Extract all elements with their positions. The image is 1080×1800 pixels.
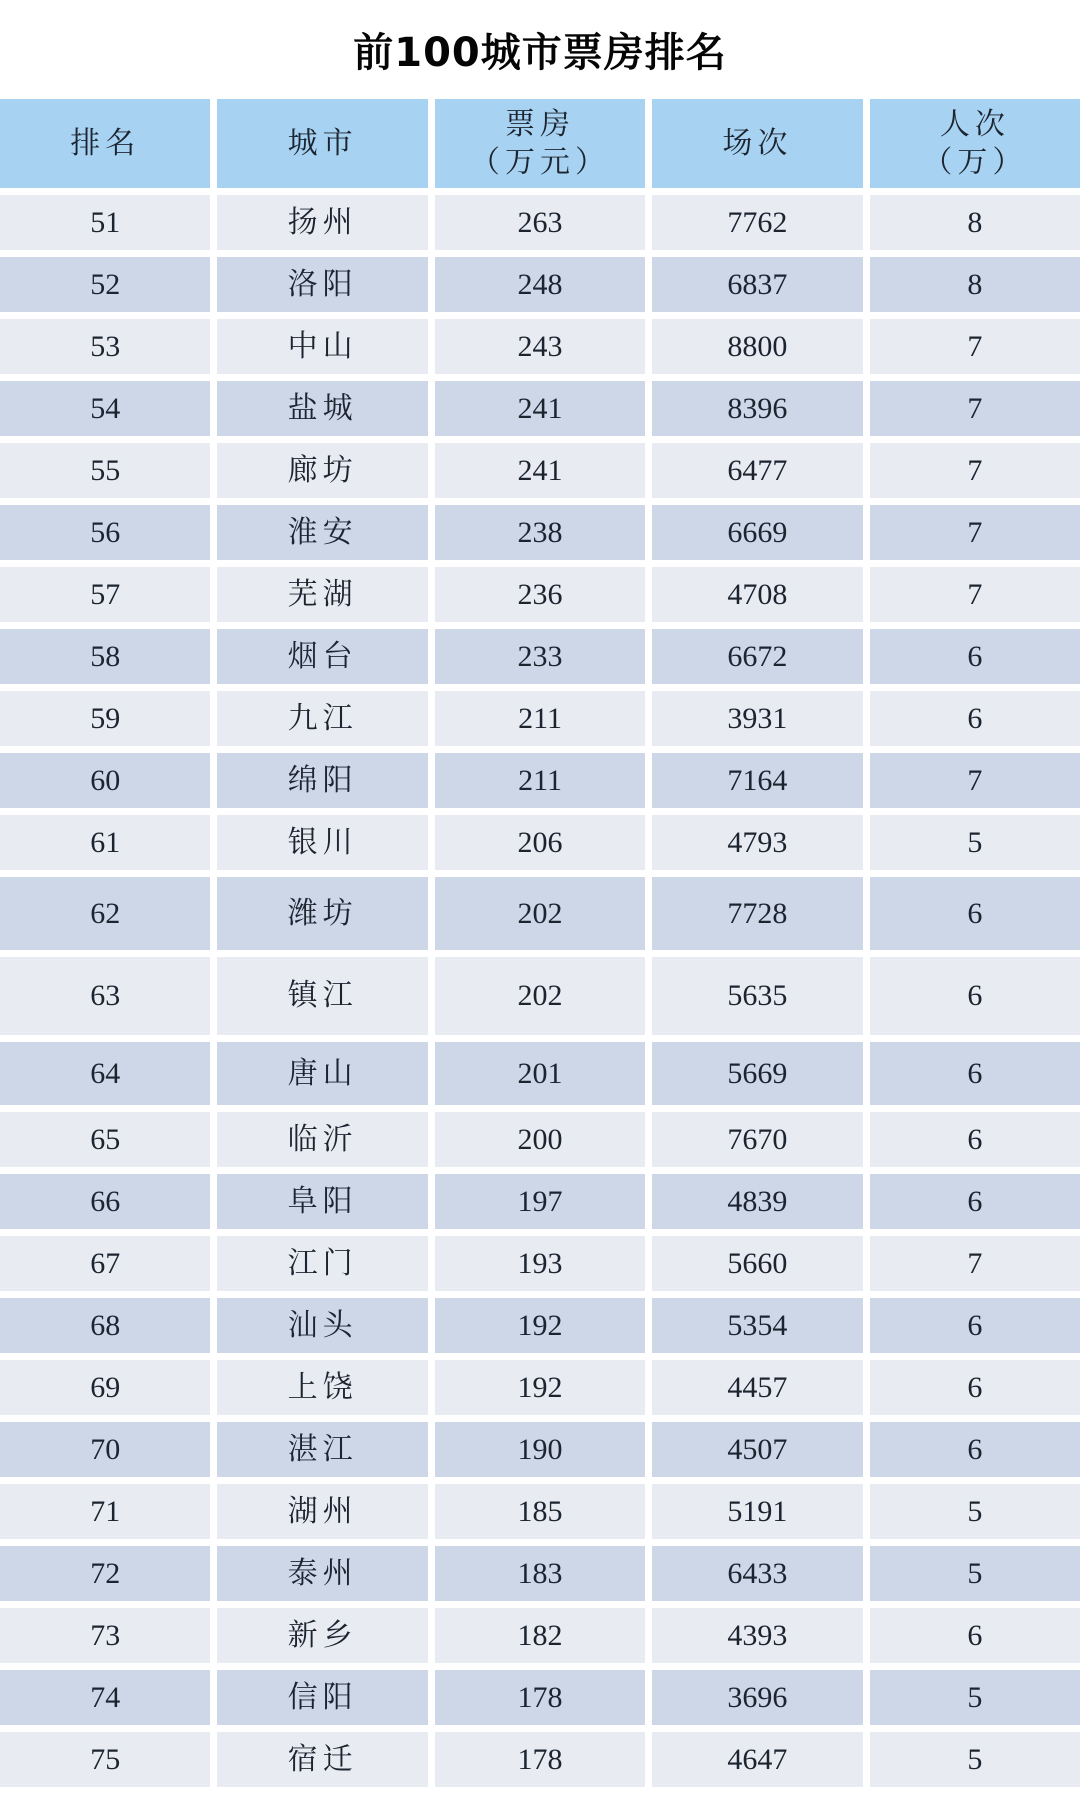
boxoffice-cell: 202 bbox=[435, 957, 645, 1035]
rank-cell: 60 bbox=[0, 753, 210, 808]
boxoffice-cell: 201 bbox=[435, 1042, 645, 1105]
boxoffice-cell: 211 bbox=[435, 691, 645, 746]
sessions-cell: 5635 bbox=[652, 957, 862, 1035]
rank-cell: 69 bbox=[0, 1360, 210, 1415]
sessions-cell: 8396 bbox=[652, 381, 862, 436]
table-row bbox=[0, 1732, 1080, 1787]
sessions-cell: 4793 bbox=[652, 815, 862, 870]
city-cell: 汕头 bbox=[217, 1298, 427, 1353]
admissions-cell: 6 bbox=[870, 1608, 1080, 1663]
admissions-cell: 7 bbox=[870, 753, 1080, 808]
boxoffice-cell: 233 bbox=[435, 629, 645, 684]
sessions-cell: 4457 bbox=[652, 1360, 862, 1415]
table-row bbox=[0, 567, 1080, 622]
admissions-cell: 5 bbox=[870, 1484, 1080, 1539]
boxoffice-cell: 241 bbox=[435, 381, 645, 436]
sessions-cell: 4393 bbox=[652, 1608, 862, 1663]
city-cell: 芜湖 bbox=[217, 567, 427, 622]
city-cell: 银川 bbox=[217, 815, 427, 870]
boxoffice-cell: 185 bbox=[435, 1484, 645, 1539]
admissions-cell: 7 bbox=[870, 1236, 1080, 1291]
rank-cell: 57 bbox=[0, 567, 210, 622]
city-cell: 潍坊 bbox=[217, 877, 427, 950]
admissions-cell: 5 bbox=[870, 1546, 1080, 1601]
admissions-cell: 8 bbox=[870, 257, 1080, 312]
table-row bbox=[0, 1112, 1080, 1167]
sessions-cell: 6477 bbox=[652, 443, 862, 498]
table-row bbox=[0, 815, 1080, 870]
sessions-cell: 5191 bbox=[652, 1484, 862, 1539]
sessions-cell: 3931 bbox=[652, 691, 862, 746]
admissions-cell: 6 bbox=[870, 691, 1080, 746]
boxoffice-cell: 200 bbox=[435, 1112, 645, 1167]
rank-cell: 62 bbox=[0, 877, 210, 950]
city-cell: 江门 bbox=[217, 1236, 427, 1291]
table-row bbox=[0, 957, 1080, 1035]
column-header-rank-line: 排名 bbox=[70, 126, 141, 160]
page-title: 前100城市票房排名 bbox=[353, 30, 727, 76]
admissions-cell: 6 bbox=[870, 877, 1080, 950]
table-row bbox=[0, 505, 1080, 560]
admissions-cell: 7 bbox=[870, 319, 1080, 374]
table-row bbox=[0, 195, 1080, 250]
rank-cell: 70 bbox=[0, 1422, 210, 1477]
city-cell: 湖州 bbox=[217, 1484, 427, 1539]
column-header-admissions bbox=[870, 99, 1080, 188]
admissions-cell: 5 bbox=[870, 815, 1080, 870]
column-header-boxoffice bbox=[435, 99, 645, 188]
boxoffice-cell: 192 bbox=[435, 1360, 645, 1415]
city-cell: 洛阳 bbox=[217, 257, 427, 312]
table-row bbox=[0, 319, 1080, 374]
admissions-cell: 6 bbox=[870, 629, 1080, 684]
city-cell: 阜阳 bbox=[217, 1174, 427, 1229]
column-header-city bbox=[217, 99, 427, 188]
admissions-cell: 7 bbox=[870, 567, 1080, 622]
sessions-cell: 3696 bbox=[652, 1670, 862, 1725]
rank-cell: 55 bbox=[0, 443, 210, 498]
boxoffice-table bbox=[0, 99, 1080, 1787]
sessions-cell: 5660 bbox=[652, 1236, 862, 1291]
rank-cell: 67 bbox=[0, 1236, 210, 1291]
rank-cell: 71 bbox=[0, 1484, 210, 1539]
sessions-cell: 4647 bbox=[652, 1732, 862, 1787]
sessions-cell: 7670 bbox=[652, 1112, 862, 1167]
admissions-cell: 6 bbox=[870, 1174, 1080, 1229]
admissions-cell: 6 bbox=[870, 1422, 1080, 1477]
boxoffice-cell: 241 bbox=[435, 443, 645, 498]
city-cell: 唐山 bbox=[217, 1042, 427, 1105]
table-row bbox=[0, 1422, 1080, 1477]
table-row bbox=[0, 1236, 1080, 1291]
admissions-cell: 5 bbox=[870, 1732, 1080, 1787]
city-cell: 扬州 bbox=[217, 195, 427, 250]
column-header-city-line: 城市 bbox=[287, 126, 358, 160]
table-row bbox=[0, 257, 1080, 312]
rank-cell: 59 bbox=[0, 691, 210, 746]
city-cell: 盐城 bbox=[217, 381, 427, 436]
boxoffice-cell: 197 bbox=[435, 1174, 645, 1229]
sessions-cell: 5354 bbox=[652, 1298, 862, 1353]
table-row bbox=[0, 381, 1080, 436]
city-cell: 淮安 bbox=[217, 505, 427, 560]
admissions-cell: 5 bbox=[870, 1670, 1080, 1725]
rank-cell: 61 bbox=[0, 815, 210, 870]
sessions-cell: 5669 bbox=[652, 1042, 862, 1105]
city-cell: 廊坊 bbox=[217, 443, 427, 498]
column-header-sessions bbox=[652, 99, 862, 188]
boxoffice-cell: 192 bbox=[435, 1298, 645, 1353]
sessions-cell: 6837 bbox=[652, 257, 862, 312]
city-cell: 绵阳 bbox=[217, 753, 427, 808]
admissions-cell: 7 bbox=[870, 505, 1080, 560]
column-header-rank bbox=[0, 99, 210, 188]
boxoffice-cell: 206 bbox=[435, 815, 645, 870]
rank-cell: 65 bbox=[0, 1112, 210, 1167]
admissions-cell: 8 bbox=[870, 195, 1080, 250]
table-row bbox=[0, 1360, 1080, 1415]
rank-cell: 58 bbox=[0, 629, 210, 684]
table-header bbox=[0, 99, 1080, 188]
admissions-cell: 6 bbox=[870, 1112, 1080, 1167]
boxoffice-cell: 211 bbox=[435, 753, 645, 808]
column-header-sessions-line: 场次 bbox=[722, 126, 793, 160]
admissions-cell: 7 bbox=[870, 443, 1080, 498]
rank-cell: 52 bbox=[0, 257, 210, 312]
table-row bbox=[0, 1608, 1080, 1663]
rank-cell: 54 bbox=[0, 381, 210, 436]
admissions-cell: 6 bbox=[870, 1298, 1080, 1353]
rank-cell: 75 bbox=[0, 1732, 210, 1787]
table-row bbox=[0, 629, 1080, 684]
city-cell: 信阳 bbox=[217, 1670, 427, 1725]
column-header-admissions-line: 人次 bbox=[939, 107, 1010, 141]
table-row bbox=[0, 753, 1080, 808]
table-row bbox=[0, 1670, 1080, 1725]
table-row bbox=[0, 691, 1080, 746]
boxoffice-cell: 178 bbox=[435, 1732, 645, 1787]
table-row bbox=[0, 1546, 1080, 1601]
city-cell: 烟台 bbox=[217, 629, 427, 684]
rank-cell: 64 bbox=[0, 1042, 210, 1105]
city-cell: 宿迁 bbox=[217, 1732, 427, 1787]
boxoffice-cell: 193 bbox=[435, 1236, 645, 1291]
boxoffice-cell: 236 bbox=[435, 567, 645, 622]
sessions-cell: 7164 bbox=[652, 753, 862, 808]
rank-cell: 74 bbox=[0, 1670, 210, 1725]
column-header-admissions-line: （万） bbox=[922, 145, 1028, 179]
city-cell: 上饶 bbox=[217, 1360, 427, 1415]
sessions-cell: 4507 bbox=[652, 1422, 862, 1477]
sessions-cell: 7728 bbox=[652, 877, 862, 950]
sessions-cell: 4839 bbox=[652, 1174, 862, 1229]
city-cell: 泰州 bbox=[217, 1546, 427, 1601]
table-row bbox=[0, 1298, 1080, 1353]
rank-cell: 72 bbox=[0, 1546, 210, 1601]
boxoffice-cell: 248 bbox=[435, 257, 645, 312]
table-row bbox=[0, 1042, 1080, 1105]
rank-cell: 68 bbox=[0, 1298, 210, 1353]
sessions-cell: 6672 bbox=[652, 629, 862, 684]
boxoffice-cell: 183 bbox=[435, 1546, 645, 1601]
table-body bbox=[0, 195, 1080, 1787]
sessions-cell: 6433 bbox=[652, 1546, 862, 1601]
boxoffice-cell: 182 bbox=[435, 1608, 645, 1663]
boxoffice-cell: 190 bbox=[435, 1422, 645, 1477]
rank-cell: 63 bbox=[0, 957, 210, 1035]
admissions-cell: 6 bbox=[870, 957, 1080, 1035]
admissions-cell: 7 bbox=[870, 381, 1080, 436]
table-row bbox=[0, 1174, 1080, 1229]
rank-cell: 66 bbox=[0, 1174, 210, 1229]
sessions-cell: 4708 bbox=[652, 567, 862, 622]
boxoffice-cell: 238 bbox=[435, 505, 645, 560]
column-header-boxoffice-line: 票房 bbox=[505, 107, 576, 141]
rank-cell: 51 bbox=[0, 195, 210, 250]
sessions-cell: 8800 bbox=[652, 319, 862, 374]
table-row bbox=[0, 877, 1080, 950]
city-cell: 临沂 bbox=[217, 1112, 427, 1167]
city-cell: 镇江 bbox=[217, 957, 427, 1035]
city-cell: 九江 bbox=[217, 691, 427, 746]
table-row bbox=[0, 443, 1080, 498]
city-cell: 新乡 bbox=[217, 1608, 427, 1663]
admissions-cell: 6 bbox=[870, 1042, 1080, 1105]
rank-cell: 73 bbox=[0, 1608, 210, 1663]
boxoffice-cell: 178 bbox=[435, 1670, 645, 1725]
sessions-cell: 7762 bbox=[652, 195, 862, 250]
city-cell: 中山 bbox=[217, 319, 427, 374]
table-row bbox=[0, 1484, 1080, 1539]
column-header-boxoffice-line: （万元） bbox=[470, 145, 611, 179]
boxoffice-cell: 243 bbox=[435, 319, 645, 374]
admissions-cell: 6 bbox=[870, 1360, 1080, 1415]
rank-cell: 56 bbox=[0, 505, 210, 560]
sessions-cell: 6669 bbox=[652, 505, 862, 560]
rank-cell: 53 bbox=[0, 319, 210, 374]
boxoffice-cell: 202 bbox=[435, 877, 645, 950]
city-cell: 湛江 bbox=[217, 1422, 427, 1477]
boxoffice-cell: 263 bbox=[435, 195, 645, 250]
